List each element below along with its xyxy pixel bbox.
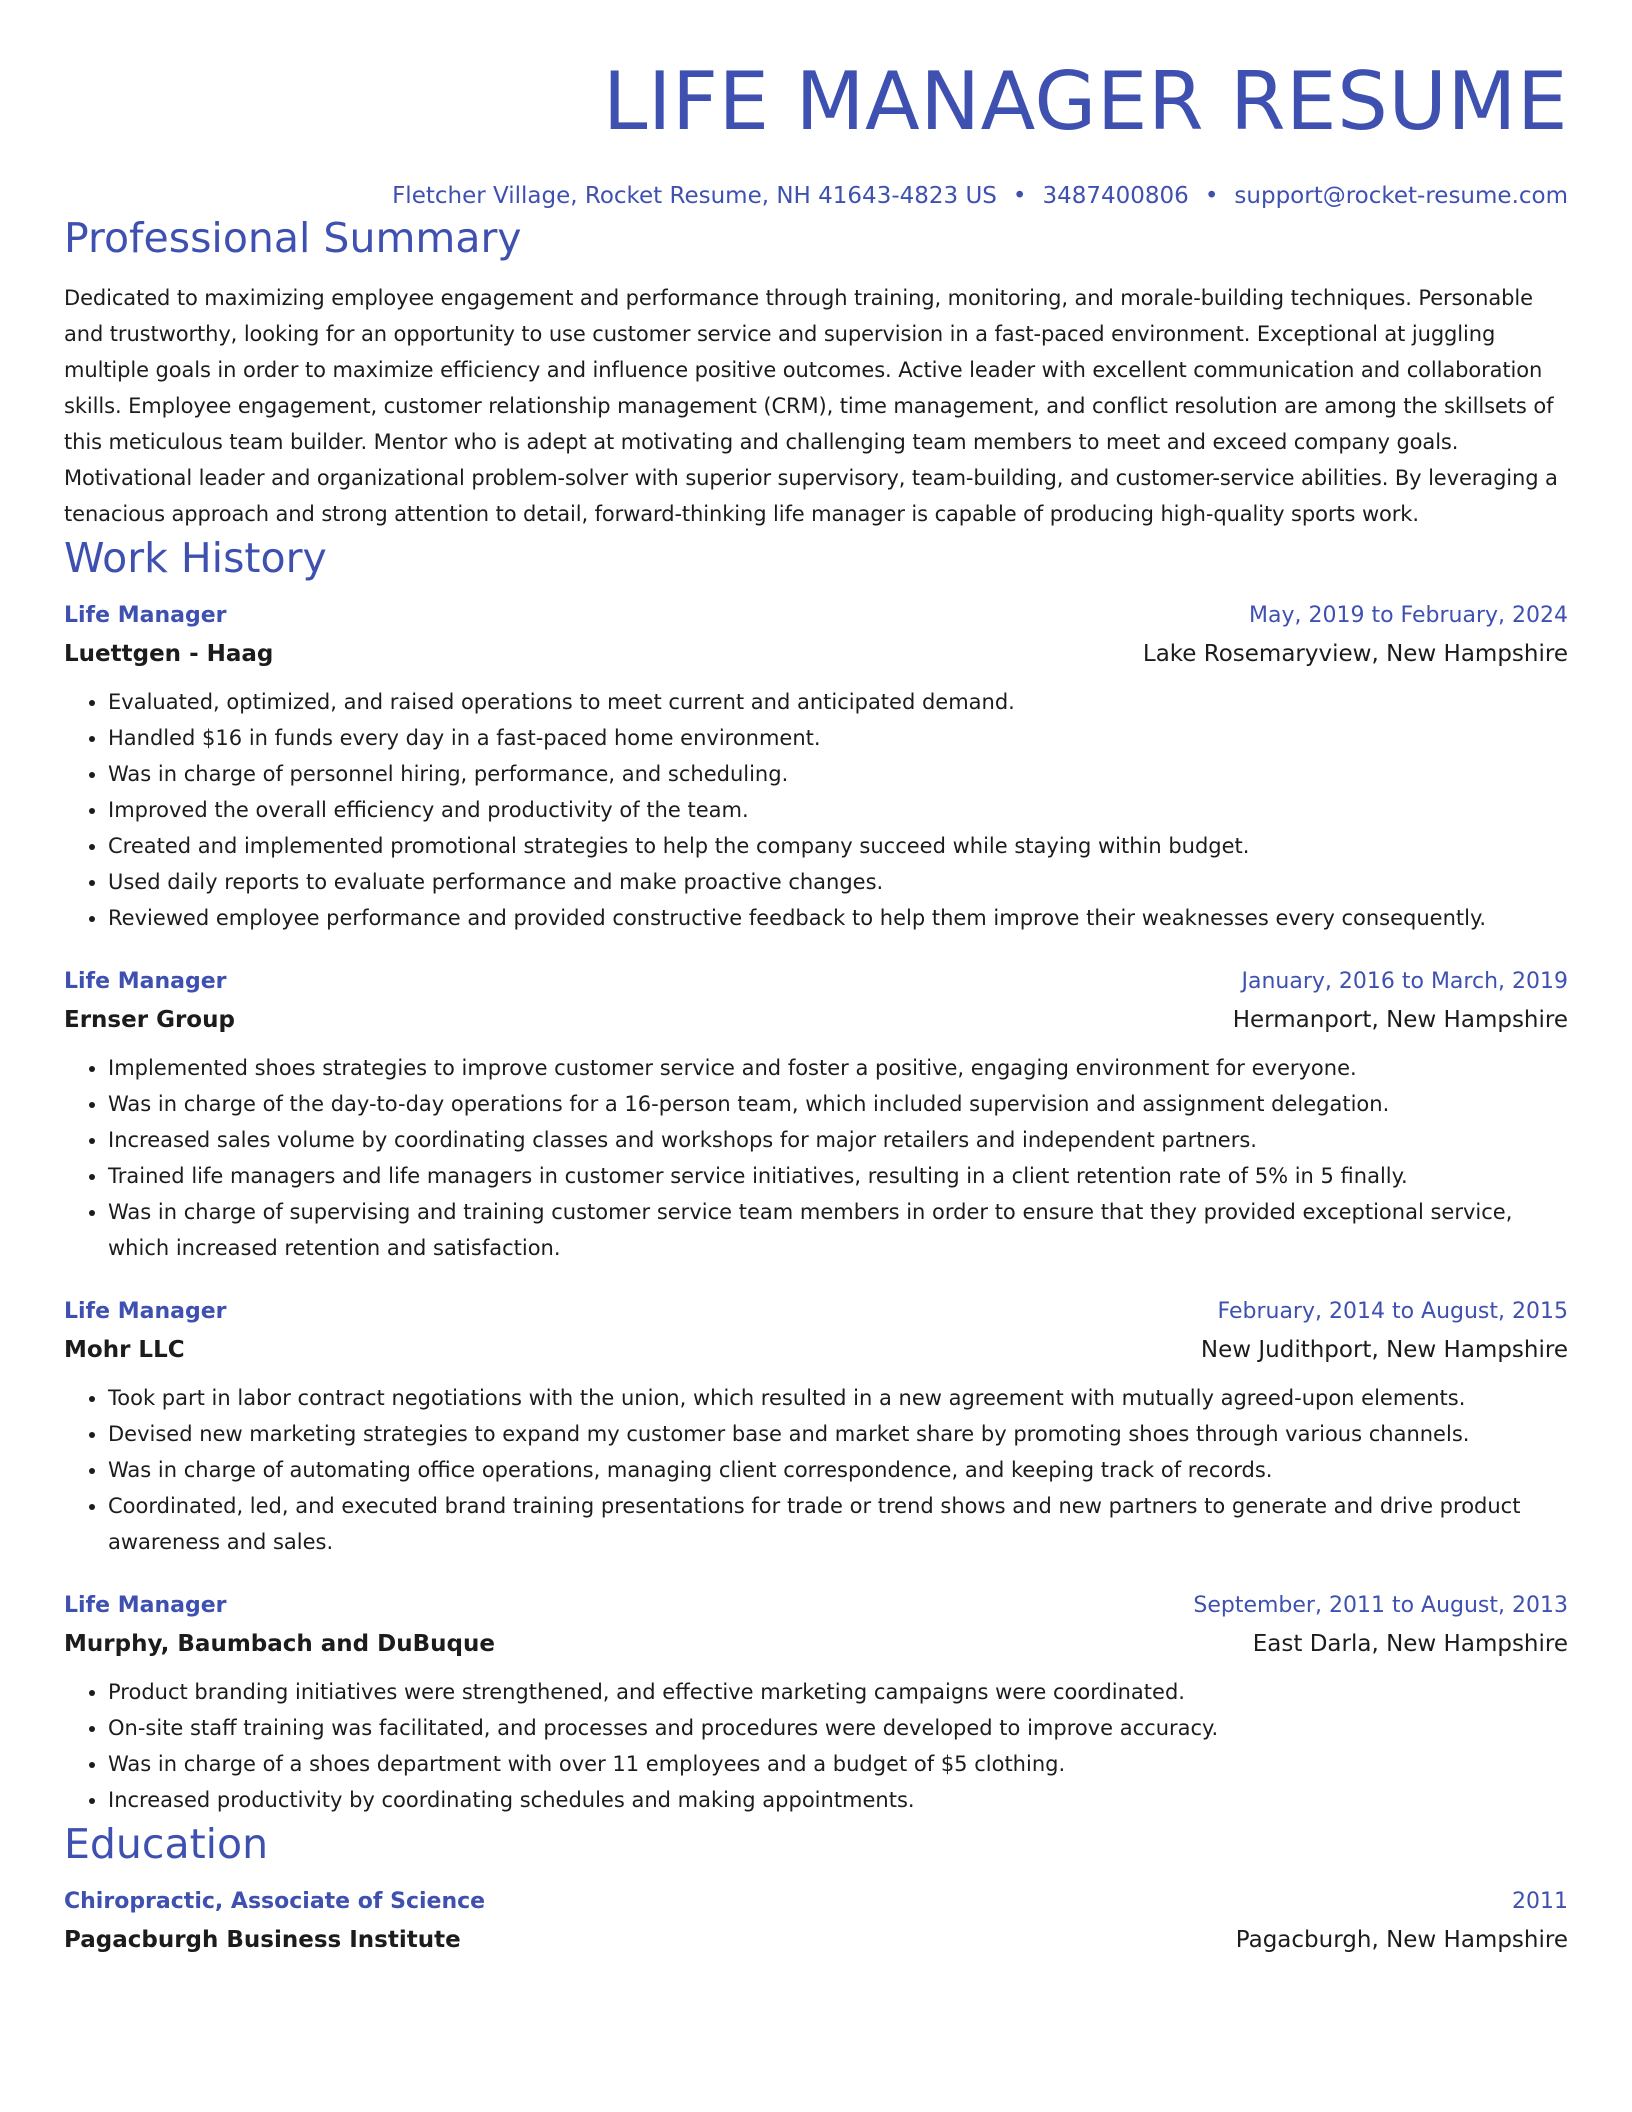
job-company-row: [64, 1624, 1568, 1664]
job-bullet: • Increased productivity by coordinating schedules and making appointments.: [108, 1782, 1568, 1818]
job-company-row: [64, 1330, 1568, 1370]
work-history-section: [64, 532, 1568, 1818]
job-entry: [64, 1588, 1568, 1818]
job-dates: February, 2014 to August, 2015: [1217, 1299, 1568, 1324]
school-location: Pagacburgh, New Hampshire: [1235, 1927, 1568, 1953]
job-bullet: • Reviewed employee performance and provided constructive feedback to help them improve their weaknesses every consequently.: [108, 900, 1568, 936]
job-company-row: [64, 634, 1568, 674]
job-title-row: [64, 964, 1568, 1000]
resume-name: LIFE MANAGER RESUME: [602, 55, 1568, 148]
job-bullet: • Product branding initiatives were strengthened, and effective marketing campaigns were coordinated.: [108, 1674, 1568, 1710]
degree-row: [64, 1884, 1568, 1920]
education-section: [64, 1818, 1568, 1960]
job-title: Life Manager: [64, 603, 227, 628]
job-title: Life Manager: [64, 1593, 227, 1618]
job-bullet: • Trained life managers and life managers in customer service initiatives, resulting in a client retention rate of 5% in 5 finally.: [108, 1158, 1568, 1194]
section-title-work-history: Work History: [64, 534, 327, 582]
contact-line: [64, 180, 1568, 212]
resume-page: [64, 0, 1568, 1960]
company-name: Murphy, Baumbach and DuBuque: [64, 1631, 495, 1657]
job-bullet: • On-site staff training was facilitated, and processes and procedures were developed to improve accuracy.: [108, 1710, 1568, 1746]
job-entry: [64, 598, 1568, 936]
job-entry: [64, 1294, 1568, 1560]
job-dates: May, 2019 to February, 2024: [1249, 603, 1568, 628]
contact-address: Fletcher Village, Rocket Resume, NH 41643-4823 US: [392, 183, 997, 209]
degree-name: Chiropractic, Associate of Science: [64, 1889, 486, 1914]
job-title-row: [64, 1588, 1568, 1624]
job-location: New Judithport, New Hampshire: [1200, 1337, 1568, 1363]
job-title-row: [64, 1294, 1568, 1330]
job-dates: January, 2016 to March, 2019: [1241, 969, 1568, 994]
summary-section: [64, 212, 1568, 532]
education-list: [64, 1884, 1568, 1960]
job-title: Life Manager: [64, 969, 227, 994]
job-dates: September, 2011 to August, 2013: [1193, 1593, 1568, 1618]
job-bullet: • Was in charge of personnel hiring, performance, and scheduling.: [108, 756, 1568, 792]
section-title-education: Education: [64, 1820, 269, 1868]
job-bullet: • Implemented shoes strategies to improve customer service and foster a positive, engaging environment for everyone.: [108, 1050, 1568, 1086]
job-bullet: • Was in charge of automating office operations, managing client correspondence, and keeping track of records.: [108, 1452, 1568, 1488]
job-list: [64, 598, 1568, 1818]
job-bullet: • Increased sales volume by coordinating classes and workshops for major retailers and independent partners.: [108, 1122, 1568, 1158]
job-bullets: [64, 684, 1568, 936]
resume-header: [64, 0, 1568, 212]
section-title-summary: Professional Summary: [64, 214, 522, 262]
contact-phone: 3487400806: [1042, 183, 1189, 209]
job-company-row: [64, 1000, 1568, 1040]
job-bullets: [64, 1674, 1568, 1818]
contact-separator: •: [1204, 183, 1219, 209]
job-title: Life Manager: [64, 1299, 227, 1324]
education-entry: [64, 1884, 1568, 1960]
job-bullets: [64, 1380, 1568, 1560]
job-bullet: • Was in charge of the day-to-day operations for a 16-person team, which included supervision and assignment delegation.: [108, 1086, 1568, 1122]
job-bullet: • Was in charge of supervising and training customer service team members in order to ensure that they provided exceptional service, which increased retention and satisfaction.: [108, 1194, 1568, 1266]
graduation-year: 2011: [1512, 1889, 1568, 1914]
job-bullet: • Was in charge of a shoes department with over 11 employees and a budget of $5 clothing.: [108, 1746, 1568, 1782]
school-row: [64, 1920, 1568, 1960]
job-bullet: • Created and implemented promotional strategies to help the company succeed while staying within budget.: [108, 828, 1568, 864]
company-name: Luettgen - Haag: [64, 641, 274, 667]
job-location: East Darla, New Hampshire: [1252, 1631, 1568, 1657]
job-bullet: • Improved the overall efficiency and productivity of the team.: [108, 792, 1568, 828]
job-bullet: • Took part in labor contract negotiations with the union, which resulted in a new agreement with mutually agreed-upon elements.: [108, 1380, 1568, 1416]
contact-separator: •: [1012, 183, 1027, 209]
job-bullets: [64, 1050, 1568, 1266]
contact-email[interactable]: support@rocket-resume.com: [1234, 183, 1568, 209]
job-bullet: • Used daily reports to evaluate performance and make proactive changes.: [108, 864, 1568, 900]
company-name: Mohr LLC: [64, 1337, 185, 1363]
job-bullet: • Coordinated, led, and executed brand training presentations for trade or trend shows and new partners to generate and drive product awareness and sales.: [108, 1488, 1568, 1560]
summary-text: Dedicated to maximizing employee engagement and performance through training, monitoring, and morale-building techniques. Personable and trustworthy, looking for an opportunity to use customer service and supervision in a fast-paced environment. Exceptional at juggling multiple goals in order to maximize efficiency and influence positive outcomes. Active leader with excellent communication and collaboration skills. Employee engagement, customer relationship management (CRM), time management, and conflict resolution are among the skillsets of this meticulous team builder. Mentor who is adept at motivating and challenging team members to meet and exceed company goals. Motivational leader and organizational problem-solver with superior supervisory, team-building, and customer-service abilities. By leveraging a tenacious approach and strong attention to detail, forward-thinking life manager is capable of producing high-quality sports work.: [64, 286, 1558, 526]
job-bullet: • Devised new marketing strategies to expand my customer base and market share by promoting shoes through various channels.: [108, 1416, 1568, 1452]
school-name: Pagacburgh Business Institute: [64, 1927, 461, 1953]
job-bullet: • Evaluated, optimized, and raised operations to meet current and anticipated demand.: [108, 684, 1568, 720]
job-location: Lake Rosemaryview, New Hampshire: [1142, 641, 1568, 667]
job-bullet: • Handled $16 in funds every day in a fast-paced home environment.: [108, 720, 1568, 756]
company-name: Ernser Group: [64, 1007, 235, 1033]
job-entry: [64, 964, 1568, 1266]
job-title-row: [64, 598, 1568, 634]
job-location: Hermanport, New Hampshire: [1232, 1007, 1568, 1033]
